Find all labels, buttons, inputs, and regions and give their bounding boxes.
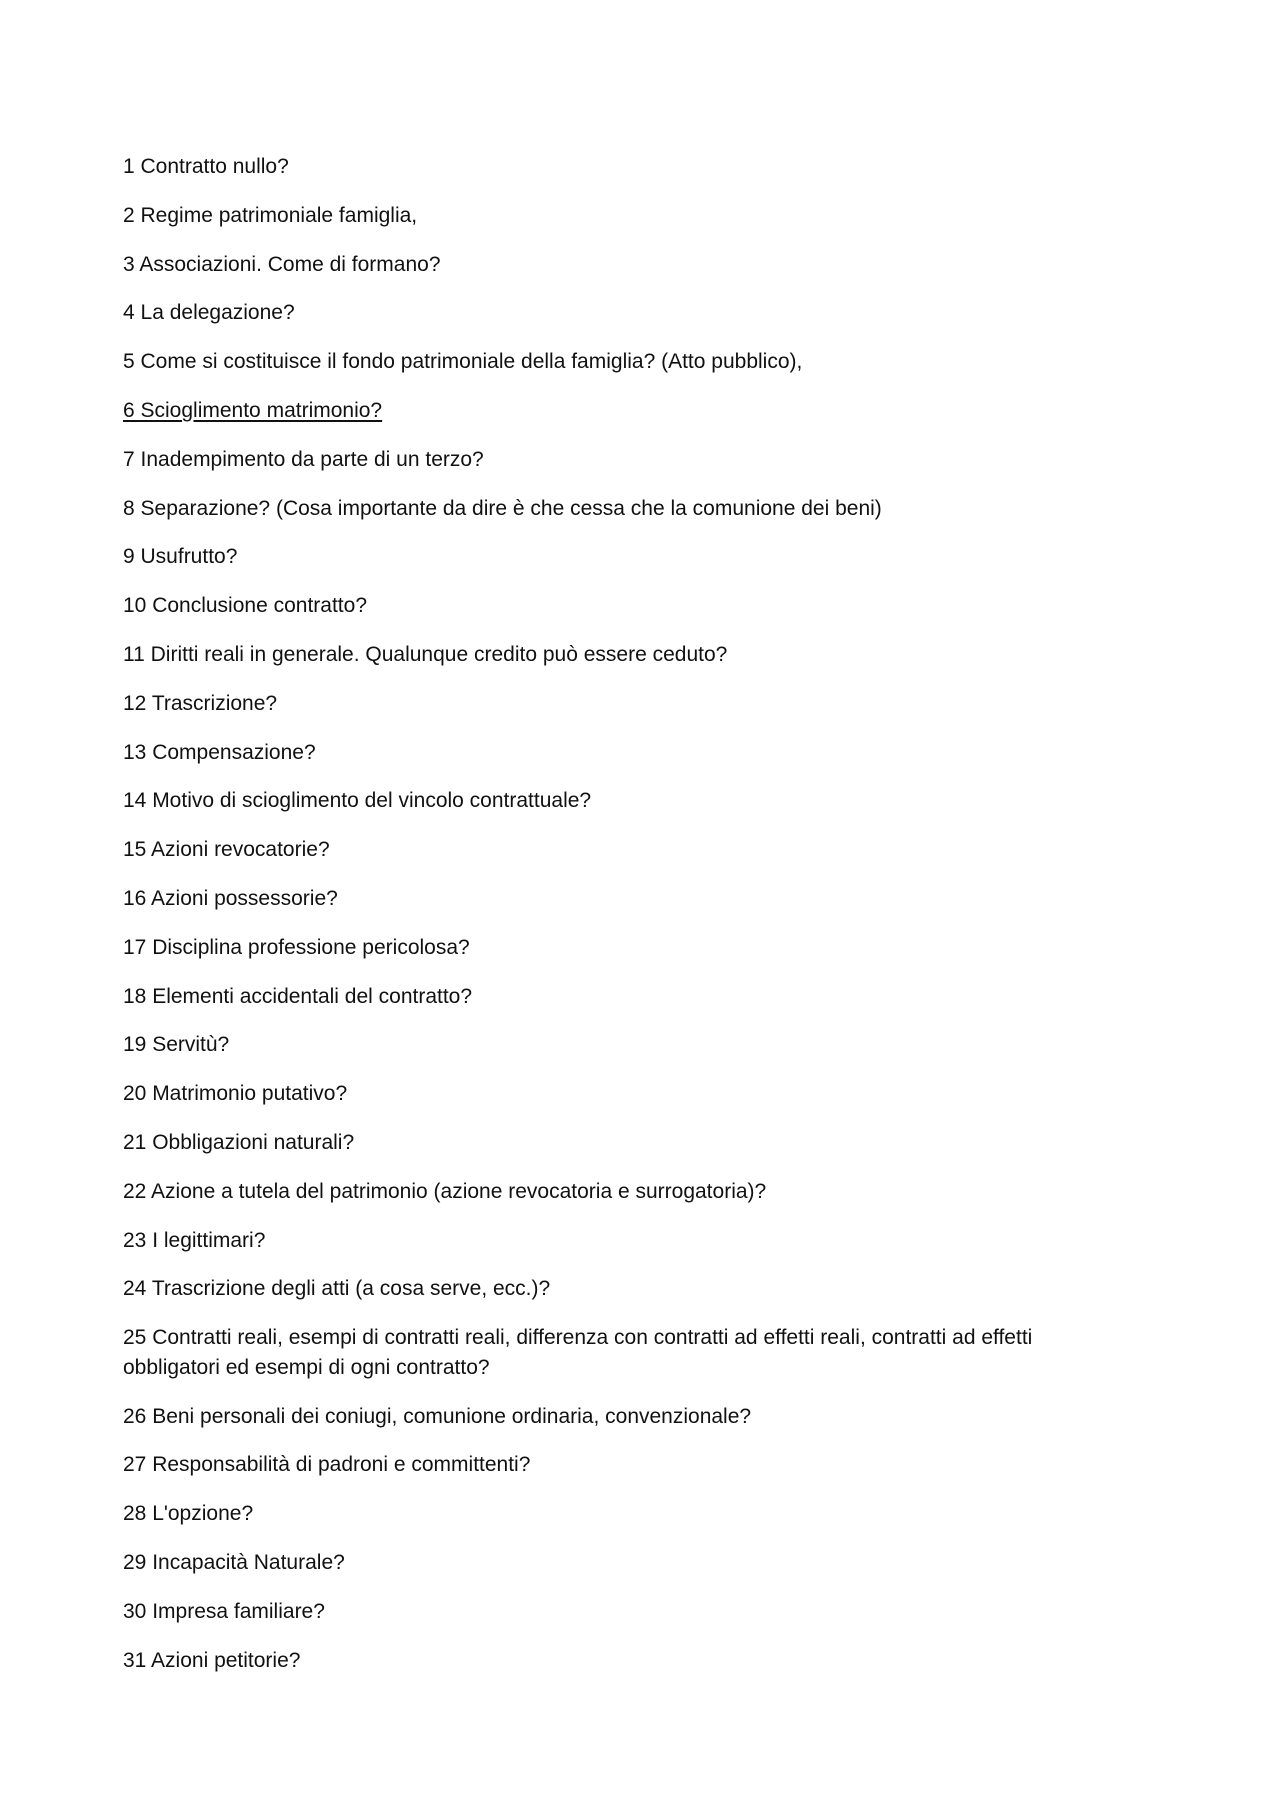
- question-item: [123, 640, 1123, 670]
- question-text: 15 Azioni revocatorie?: [123, 838, 330, 862]
- question-item: [123, 494, 1123, 524]
- question-text: 5 Come si costituisce il fondo patrimoniale della famiglia? (Atto pubblico),: [123, 350, 803, 374]
- question-text: 25 Contratti reali, esempi di contratti reali, differenza con contratti ad effetti reali, contratti ad effetti obbligatori ed esempi di ogni contratto?: [123, 1326, 1033, 1380]
- question-item: [123, 591, 1123, 621]
- question-item: [123, 250, 1123, 280]
- question-item: [123, 982, 1123, 1012]
- question-item: [123, 1030, 1123, 1060]
- question-item: [123, 1499, 1123, 1529]
- question-text: 29 Incapacità Naturale?: [123, 1551, 345, 1575]
- question-text: 1 Contratto nullo?: [123, 155, 289, 178]
- question-text: 20 Matrimonio putativo?: [123, 1082, 348, 1106]
- question-text: 18 Elementi accidentali del contratto?: [123, 984, 473, 1008]
- question-text: 7 Inadempimento da parte di un terzo?: [123, 447, 484, 471]
- question-text: 17 Disciplina professione pericolosa?: [123, 935, 470, 959]
- question-item: [123, 347, 1123, 377]
- question-text: 9 Usufrutto?: [123, 545, 238, 569]
- question-item: [123, 1597, 1123, 1627]
- question-text: 19 Servitù?: [123, 1033, 230, 1057]
- question-text: 8 Separazione? (Cosa importante da dire è che cessa che la comunione dei beni): [123, 496, 882, 520]
- question-item: [123, 933, 1123, 963]
- question-text: 30 Impresa familiare?: [123, 1599, 325, 1623]
- question-item: [123, 1274, 1123, 1304]
- question-item: [123, 1402, 1123, 1432]
- question-list: [123, 152, 1123, 1694]
- question-item: [123, 1450, 1123, 1480]
- question-text: 6 Scioglimento matrimonio?: [123, 398, 383, 422]
- question-text: 14 Motivo di scioglimento del vincolo contrattuale?: [123, 789, 592, 813]
- question-item: [123, 884, 1123, 914]
- question-item: [123, 1226, 1123, 1256]
- question-item: [123, 445, 1123, 475]
- question-text: 23 I legittimari?: [123, 1228, 266, 1252]
- question-text: 28 L'opzione?: [123, 1502, 254, 1526]
- question-item: [123, 152, 1123, 182]
- question-text: 22 Azione a tutela del patrimonio (azione revocatoria e surrogatoria)?: [123, 1179, 767, 1203]
- question-text: 31 Azioni petitorie?: [123, 1648, 301, 1672]
- question-item: [123, 298, 1123, 328]
- question-item: [123, 1128, 1123, 1158]
- question-text: 2 Regime patrimoniale famiglia,: [123, 203, 418, 227]
- question-item: [123, 201, 1123, 231]
- question-item: [123, 1646, 1123, 1676]
- question-text: 12 Trascrizione?: [123, 691, 278, 715]
- question-item: [123, 689, 1123, 719]
- question-text: 10 Conclusione contratto?: [123, 594, 367, 618]
- question-item: [123, 738, 1123, 768]
- question-text: 13 Compensazione?: [123, 740, 316, 764]
- question-text: 3 Associazioni. Come di formano?: [123, 252, 441, 276]
- question-item: [123, 1079, 1123, 1109]
- question-item: [123, 1177, 1123, 1207]
- question-text: 4 La delegazione?: [123, 301, 295, 325]
- question-text: 16 Azioni possessorie?: [123, 886, 338, 910]
- question-item: [123, 542, 1123, 572]
- question-text: 27 Responsabilità di padroni e committenti?: [123, 1453, 531, 1477]
- question-text: 11 Diritti reali in generale. Qualunque credito può essere ceduto?: [123, 642, 728, 666]
- question-text: 26 Beni personali dei coniugi, comunione ordinaria, convenzionale?: [123, 1404, 752, 1428]
- question-item: [123, 835, 1123, 865]
- question-text: 21 Obbligazioni naturali?: [123, 1130, 355, 1154]
- question-item-underlined: [123, 396, 1123, 426]
- question-item: [123, 1323, 1123, 1383]
- question-text: 24 Trascrizione degli atti (a cosa serve, ecc.)?: [123, 1277, 551, 1301]
- question-item: [123, 786, 1123, 816]
- question-item: [123, 1548, 1123, 1578]
